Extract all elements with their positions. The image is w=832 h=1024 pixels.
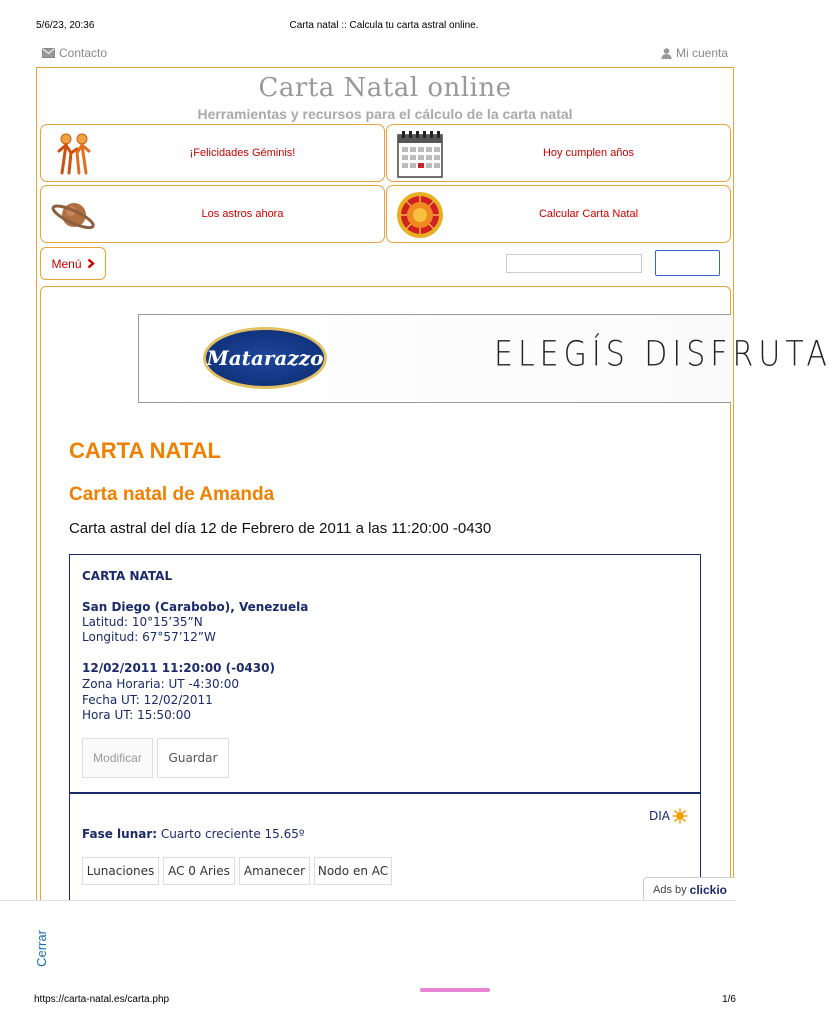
calendar-icon — [395, 129, 445, 179]
sunrise-button[interactable]: Amanecer — [239, 857, 310, 885]
tile-geminis-label: ¡Felicidades Géminis! — [189, 147, 296, 159]
gemini-icon — [49, 129, 99, 179]
ut-date: Fecha UT: 12/02/2011 — [82, 693, 213, 707]
search-button[interactable] — [655, 250, 720, 276]
longitude: Longitud: 67°57’12”W — [82, 630, 216, 644]
ut-time: Hora UT: 15:50:00 — [82, 708, 192, 722]
ads-by-brand: clickio — [689, 883, 727, 897]
lunar-phase-value: Cuarto creciente 15.65º — [160, 827, 305, 841]
tile-birthdays-label: Hoy cumplen años — [542, 147, 635, 159]
node-ac-button[interactable]: Nodo en AC — [314, 857, 392, 885]
chart-summary: Carta astral del día 12 de Febrero de 2011 a las 11:20:00 -0430 — [69, 520, 492, 537]
tile-calcular[interactable] — [386, 185, 731, 243]
ad-brand-text: Matarazzo — [206, 346, 324, 370]
site-title[interactable]: Carta Natal online — [258, 73, 512, 103]
save-button[interactable]: Guardar — [157, 738, 229, 778]
lunar-card — [69, 794, 701, 906]
page-subtitle: Carta natal de Amanda — [69, 484, 275, 505]
tile-calcular-label: Calcular Carta Natal — [538, 208, 639, 220]
menu-label: Menú — [51, 256, 82, 271]
bottom-ad-overlay — [0, 900, 736, 992]
ad-banner[interactable] — [138, 314, 832, 403]
saturn-icon — [49, 190, 99, 240]
latitude: Latitud: 10°15’35”N — [82, 615, 203, 629]
chart-card-heading: CARTA NATAL — [82, 569, 173, 583]
print-url: https://carta-natal.es/carta.php — [34, 994, 170, 1005]
contact-label: Contacto — [59, 46, 108, 60]
account-link[interactable] — [661, 46, 728, 60]
sun-icon — [672, 808, 688, 824]
day-indicator — [649, 808, 688, 824]
day-label: DIA — [649, 809, 670, 823]
user-icon — [661, 48, 672, 59]
menu-button[interactable] — [40, 247, 106, 280]
ad-brand-logo — [203, 327, 327, 389]
timezone: Zona Horaria: UT -4:30:00 — [82, 677, 239, 691]
zodiac-wheel-icon — [395, 190, 445, 240]
print-footer — [0, 994, 768, 1008]
ad-slogan: ELEGÍS DISFRUTA — [494, 334, 832, 375]
print-title: Carta natal :: Calcula tu carta astral online. — [289, 20, 479, 31]
tile-astros-label: Los astros ahora — [201, 208, 284, 220]
lunar-phase — [82, 827, 305, 841]
tile-geminis[interactable] — [40, 124, 385, 182]
search-input[interactable] — [506, 254, 642, 273]
birth-datetime: 12/02/2011 11:20:00 (-0430) — [82, 661, 275, 675]
birth-place: San Diego (Carabobo), Venezuela — [82, 600, 309, 614]
close-overlay-label: Cerrar — [33, 929, 49, 967]
chevron-right-icon — [87, 258, 95, 269]
lunar-phase-label: Fase lunar: — [82, 827, 158, 841]
print-page-number: 1/6 — [722, 994, 736, 1005]
print-header — [0, 0, 768, 40]
tile-astros[interactable] — [40, 185, 385, 243]
tile-birthdays[interactable] — [386, 124, 731, 182]
close-overlay-button[interactable] — [30, 918, 52, 978]
ads-by-prefix: Ads by — [653, 884, 687, 896]
contact-link[interactable] — [42, 46, 107, 60]
print-date: 5/6/23, 20:36 — [36, 20, 95, 31]
ad-fragment — [420, 988, 490, 992]
chart-card — [69, 554, 701, 794]
account-label: Mi cuenta — [675, 46, 728, 60]
site-subtitle: Herramientas y recursos para el cálculo de la carta natal — [197, 106, 573, 122]
modify-button[interactable]: Modificar — [82, 738, 153, 778]
lunations-button[interactable]: Lunaciones — [82, 857, 159, 885]
top-nav — [0, 44, 768, 62]
page-title: CARTA NATAL — [69, 438, 221, 463]
envelope-icon — [42, 48, 55, 58]
ac-aries-button[interactable]: AC 0 Aries — [163, 857, 235, 885]
